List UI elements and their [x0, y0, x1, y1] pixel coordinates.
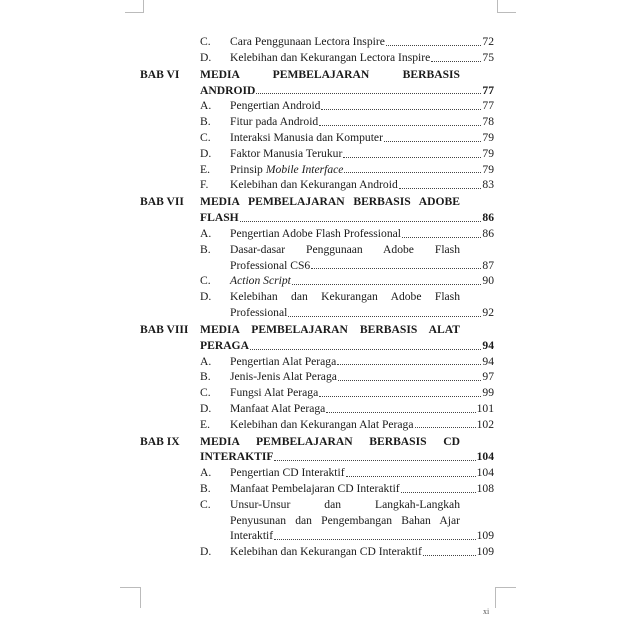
- item-letter: D.: [200, 146, 212, 160]
- dot-leader: [338, 369, 482, 381]
- chapter-label: BAB VIII: [140, 322, 189, 336]
- entry-title: [200, 434, 494, 466]
- entry-title: [230, 544, 494, 560]
- item-letter: A.: [200, 226, 212, 240]
- dot-leader: [256, 83, 481, 95]
- entry-title: [230, 385, 494, 401]
- page-number: xi: [483, 607, 490, 616]
- page-ref: 78: [482, 115, 494, 129]
- title-line-last: [230, 130, 494, 146]
- item-letter: A.: [200, 354, 212, 368]
- title-line-last: [230, 401, 494, 417]
- toc-item: [140, 242, 494, 274]
- item-letter: D.: [200, 50, 212, 64]
- title-line-last: [230, 481, 494, 497]
- indent: [140, 177, 200, 193]
- item-letter: B.: [200, 370, 211, 384]
- dot-leader: [402, 226, 481, 238]
- toc-item: [140, 497, 494, 544]
- page-ref: 97: [482, 370, 494, 384]
- item-letter: D.: [200, 290, 212, 304]
- title-text: Pengertian CD Interaktif: [230, 466, 345, 480]
- title-text: Pengertian Adobe Flash Professional: [230, 226, 401, 240]
- item-letter: B.: [200, 482, 211, 496]
- chapter-label: BAB IX: [140, 434, 180, 448]
- page-ref: 101: [476, 401, 494, 415]
- title-line-last: [230, 354, 494, 370]
- dot-leader: [337, 354, 481, 366]
- item-letter: D.: [200, 401, 212, 415]
- dot-leader: [386, 34, 482, 46]
- entry-title: [230, 465, 494, 481]
- title-line: Kelebihan dan Kekurangan Adobe Flash: [230, 290, 460, 304]
- page-ref: 94: [482, 338, 494, 352]
- item-letter: B.: [200, 115, 211, 129]
- title-text: Professional CS6: [230, 258, 311, 272]
- page-ref: 99: [482, 386, 494, 400]
- toc-item: [140, 481, 494, 497]
- indent: [140, 273, 200, 289]
- entry-title: [230, 369, 494, 385]
- indent: [140, 98, 200, 114]
- entry-title: [230, 242, 494, 274]
- dot-leader: [415, 417, 476, 429]
- indent: [140, 465, 200, 481]
- title-line-last: [230, 162, 494, 178]
- title-line-last: [230, 177, 494, 193]
- toc-item: [140, 369, 494, 385]
- title-line: Unsur-Unsur dan Langkah-Langkah: [230, 497, 460, 511]
- page-ref: 90: [482, 274, 494, 288]
- dot-leader: [274, 449, 475, 461]
- title-text: Professional: [230, 305, 288, 319]
- dot-leader: [344, 162, 481, 174]
- toc-item: [140, 98, 494, 114]
- entry-title: [230, 417, 494, 433]
- toc-item: [140, 417, 494, 433]
- title-text: Pengertian Android: [230, 99, 321, 113]
- dot-leader: [384, 130, 481, 142]
- title-line: MEDIA PEMBELAJARAN BERBASIS ALAT: [200, 322, 460, 336]
- indent: [140, 417, 200, 433]
- dot-leader: [346, 465, 476, 477]
- indent: [140, 226, 200, 242]
- dot-leader: [326, 401, 475, 413]
- title-text: Faktor Manusia Terukur: [230, 146, 343, 160]
- dot-leader: [288, 305, 481, 317]
- item-letter: A.: [200, 99, 212, 113]
- title-line: Penyusunan dan Pengembangan Bahan Ajar: [230, 513, 460, 527]
- toc-chapter: [140, 322, 494, 354]
- chapter-label: BAB VI: [140, 67, 180, 81]
- page-ref: 104: [476, 450, 494, 464]
- title-text: Prinsip: [230, 162, 263, 176]
- title-line-last: [230, 273, 494, 289]
- entry-title: [200, 67, 494, 99]
- dot-leader: [319, 385, 481, 397]
- title-line-last: [230, 465, 494, 481]
- title-line-last: [230, 98, 494, 114]
- entry-title: [230, 401, 494, 417]
- toc-item: [140, 177, 494, 193]
- title-line-last: [230, 114, 494, 130]
- indent: [140, 289, 200, 321]
- page-ref: 109: [476, 529, 494, 543]
- entry-title: [200, 322, 494, 354]
- toc-item: [140, 465, 494, 481]
- title-text: INTERAKTIF: [200, 450, 274, 464]
- title-line-last: [200, 210, 494, 226]
- entry-title: [200, 194, 494, 226]
- page-ref: 75: [482, 50, 494, 64]
- title-line-last: [230, 385, 494, 401]
- dot-leader: [250, 338, 481, 350]
- page-ref: 79: [482, 146, 494, 160]
- toc-chapter: [140, 67, 494, 99]
- page-ref: 104: [476, 466, 494, 480]
- entry-title: [230, 98, 494, 114]
- title-italic: Action Script: [230, 274, 291, 288]
- crop-mark-bottom-left: [120, 587, 141, 608]
- dot-leader: [274, 528, 475, 540]
- title-line-last: [230, 258, 494, 274]
- dot-leader: [399, 177, 482, 189]
- title-text: Fitur pada Android: [230, 115, 319, 129]
- indent: [140, 369, 200, 385]
- entry-title: [230, 481, 494, 497]
- toc-item: [140, 114, 494, 130]
- item-letter: C.: [200, 274, 211, 288]
- title-line: MEDIA PEMBELAJARAN BERBASIS ADOBE: [200, 195, 460, 209]
- entry-title: [230, 34, 494, 50]
- item-letter: E.: [200, 162, 210, 176]
- item-letter: B.: [200, 242, 211, 256]
- title-line-last: [230, 544, 494, 560]
- dot-leader: [311, 258, 481, 270]
- title-line-last: [200, 449, 494, 465]
- title-line: Dasar-dasar Penggunaan Adobe Flash: [230, 242, 460, 256]
- title-text: ANDROID: [200, 83, 256, 97]
- title-text: Kelebihan dan Kekurangan Android: [230, 178, 398, 192]
- title-text: Jenis-Jenis Alat Peraga: [230, 370, 337, 384]
- indent: [140, 481, 200, 497]
- toc-item: [140, 130, 494, 146]
- toc-chapter: [140, 194, 494, 226]
- title-line-last: [230, 528, 494, 544]
- dot-leader: [240, 210, 482, 222]
- toc-chapter: [140, 434, 494, 466]
- entry-title: [230, 177, 494, 193]
- toc-item: [140, 401, 494, 417]
- item-letter: C.: [200, 35, 211, 48]
- indent: [140, 34, 200, 50]
- title-line-last: [230, 226, 494, 242]
- indent: [140, 114, 200, 130]
- title-text: Interaksi Manusia dan Komputer: [230, 130, 383, 144]
- dot-leader: [401, 481, 476, 493]
- page-ref: 77: [482, 83, 494, 97]
- title-line-last: [200, 338, 494, 354]
- toc-item: [140, 50, 494, 66]
- item-letter: D.: [200, 545, 212, 559]
- item-letter: C.: [200, 386, 211, 400]
- entry-title: [230, 50, 494, 66]
- page-ref: 86: [482, 211, 494, 225]
- item-letter: E.: [200, 417, 210, 431]
- indent: [140, 544, 200, 560]
- indent: [140, 401, 200, 417]
- indent: [140, 385, 200, 401]
- entry-title: [230, 226, 494, 242]
- title-line-last: [230, 50, 494, 66]
- title-text: FLASH: [200, 211, 239, 225]
- title-line: MEDIA PEMBELAJARAN BERBASIS CD: [200, 434, 460, 448]
- entry-title: [230, 162, 494, 178]
- page-ref: 72: [482, 35, 494, 48]
- entry-title: [230, 146, 494, 162]
- dot-leader: [319, 114, 481, 126]
- dot-leader: [431, 50, 481, 62]
- title-italic: Mobile Interface: [265, 162, 344, 176]
- crop-mark-bottom-right: [495, 587, 516, 608]
- item-letter: C.: [200, 497, 211, 511]
- title-text: Kelebihan dan Kekurangan Lectora Inspire: [230, 50, 431, 64]
- title-line: MEDIA PEMBELAJARAN BERBASIS: [200, 67, 460, 81]
- toc-item: [140, 273, 494, 289]
- item-letter: A.: [200, 466, 212, 480]
- indent: [140, 354, 200, 370]
- title-line-last: [230, 417, 494, 433]
- title-text: Manfaat Pembelajaran CD Interaktif: [230, 482, 400, 496]
- toc-item: [140, 226, 494, 242]
- dot-leader: [343, 146, 481, 158]
- entry-title: [230, 354, 494, 370]
- indent: [140, 130, 200, 146]
- toc-item: [140, 162, 494, 178]
- indent: [140, 497, 200, 544]
- toc-item: [140, 289, 494, 321]
- toc-item: [140, 34, 494, 50]
- page-ref: 77: [482, 99, 494, 113]
- entry-title: [230, 114, 494, 130]
- title-text: Kelebihan dan Kekurangan CD Interaktif: [230, 545, 422, 559]
- entry-title: [230, 273, 494, 289]
- page-ref: 109: [476, 545, 494, 559]
- page-ref: 79: [482, 162, 494, 176]
- indent: [140, 242, 200, 274]
- title-text: Interaktif: [230, 529, 274, 543]
- indent: [140, 162, 200, 178]
- table-of-contents: [140, 34, 494, 560]
- title-line-last: [230, 146, 494, 162]
- page-ref: 108: [476, 482, 494, 496]
- toc-item: [140, 385, 494, 401]
- page-ref: 102: [476, 417, 494, 431]
- dot-leader: [292, 273, 482, 285]
- dot-leader: [423, 544, 476, 556]
- toc-item: [140, 354, 494, 370]
- title-text: Cara Penggunaan Lectora Inspire: [230, 35, 385, 48]
- page-ref: 94: [482, 354, 494, 368]
- chapter-label: BAB VII: [140, 195, 184, 209]
- title-line-last: [230, 305, 494, 321]
- item-letter: C.: [200, 130, 211, 144]
- page-ref: 87: [482, 258, 494, 272]
- title-text: Pengertian Alat Peraga: [230, 354, 337, 368]
- toc-item: [140, 544, 494, 560]
- entry-title: [230, 497, 494, 544]
- crop-mark-top-left: [125, 0, 144, 13]
- page-ref: 86: [482, 226, 494, 240]
- title-line-last: [200, 83, 494, 99]
- crop-mark-top-right: [497, 0, 516, 13]
- indent: [140, 50, 200, 66]
- title-text: PERAGA: [200, 338, 249, 352]
- dot-leader: [321, 98, 481, 110]
- toc-item: [140, 146, 494, 162]
- page-ref: 92: [482, 305, 494, 319]
- item-letter: F.: [200, 178, 209, 192]
- page-ref: 83: [482, 178, 494, 192]
- title-text: Kelebihan dan Kekurangan Alat Peraga: [230, 417, 414, 431]
- title-line-last: [230, 34, 494, 50]
- title-text: Fungsi Alat Peraga: [230, 386, 319, 400]
- title-text: Manfaat Alat Peraga: [230, 401, 326, 415]
- entry-title: [230, 289, 494, 321]
- indent: [140, 146, 200, 162]
- page-ref: 79: [482, 130, 494, 144]
- title-line-last: [230, 369, 494, 385]
- entry-title: [230, 130, 494, 146]
